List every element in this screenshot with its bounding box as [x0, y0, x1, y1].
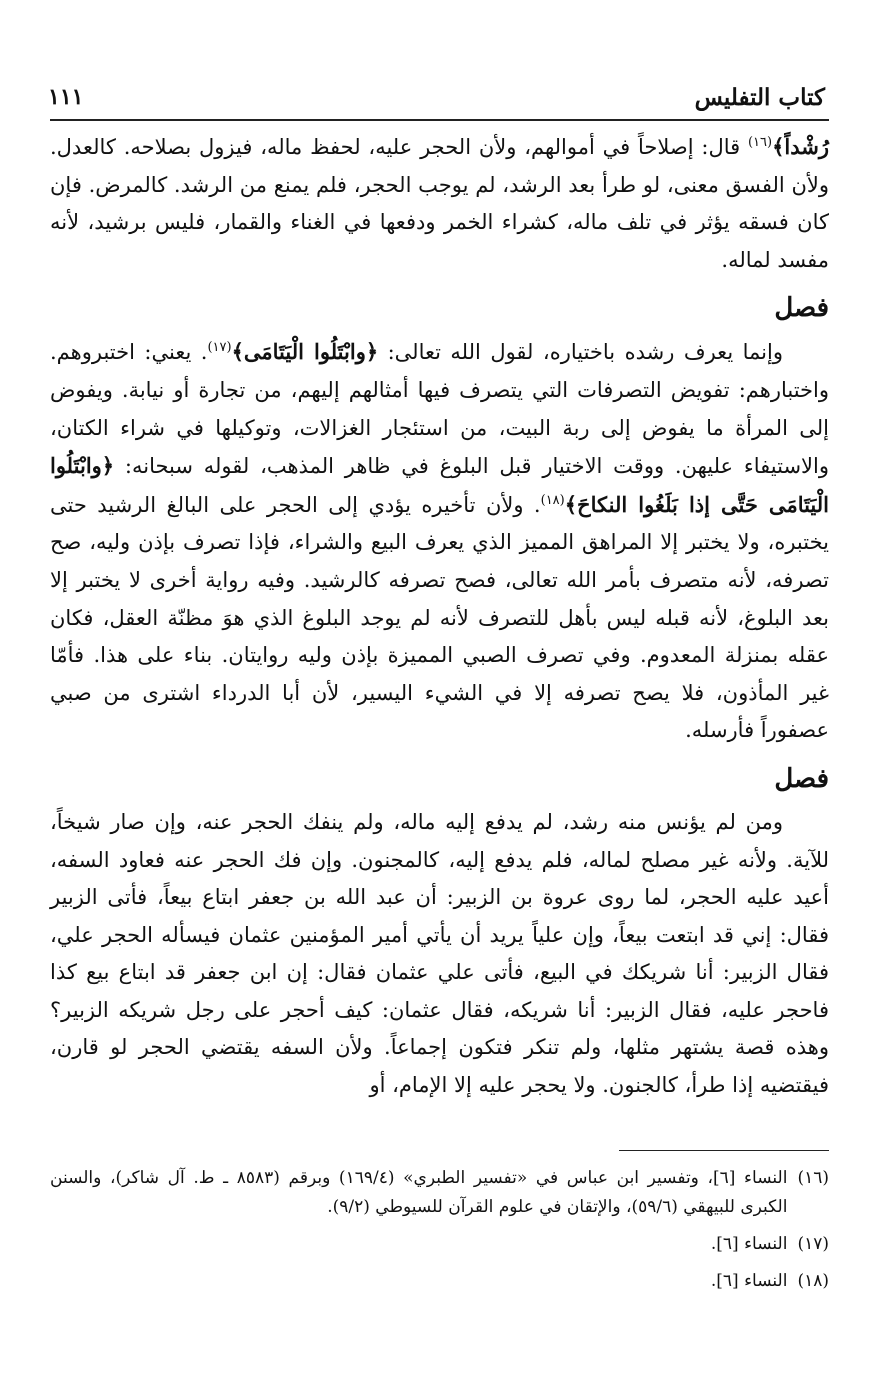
footnote-17	[50, 1230, 829, 1259]
page-number: ١١١	[48, 84, 84, 110]
paragraph-1	[50, 128, 829, 279]
page-header	[48, 80, 825, 116]
footnote-text: النساء [٦]، وتفسير ابن عباس في «تفسير الطبري» (١٦٩/٤) وبرقم (٨٥٨٣ ـ ط. آل شاكر)، والسنن الكبرى للبيهقي (٥٩/٦)، والإتقان في علوم القرآن للسيوطي (٩/٢).	[50, 1168, 788, 1217]
running-title: كتاب التفليس	[694, 84, 825, 111]
quran-quote: رُشْداً﴾	[772, 134, 829, 159]
footnote-ref-18: (١٨)	[540, 492, 565, 508]
footnote-number: (١٦)	[797, 1168, 829, 1188]
footnotes	[50, 1164, 829, 1304]
header-divider	[50, 119, 829, 121]
footnote-ref-16: (١٦)	[747, 135, 773, 150]
footnote-number: (١٧)	[797, 1234, 829, 1254]
paragraph-2	[50, 333, 829, 750]
paragraph-2-text-c: . ولأن تأخيره يؤدي إلى الحجر على البالغ الرشيد حتى يختبره، ولا يختبر إلا المراهق المميز الذي يعرف البيع والشراء، فإذا تصرف بإذن وليه، صح تصرفه، لأنه متصرف بأمر الله تعالى، فصح تصرفه كالرشيد. وفيه رواية أخرى لا يختبر إلا بعد البلوغ، لأنه قبله ليس بأهل للتصرف لأنه لم يوجد البلوغ الذي هوَ مظنّة العقل، فكان عقله بمنزلة المعدوم. وفي تصرف الصبي المميزة بإذن وليه روايتان. بناء على هذا. فأمّا غير المأذون، فلا يصح تصرفه إلا في الشيء اليسير، لأن أبا الدرداء اشترى من صبي عصفوراً فأرسله.	[50, 492, 829, 743]
footnote-18	[50, 1267, 829, 1296]
footnote-ref-17: (١٧)	[207, 340, 232, 356]
paragraph-2-text-b: . يعني: اختبروهم. واختبارهم: تفويض التصرفات التي يتصرف فيها أمثالهم إليهم، من تجارة أو نيابة. ويفوض إلى المرأة ما يفوض إلى ربة البيت، من استئجار الغزالات، وتوكيلها في شراء الكتان، والاستيفاء عليهن. ووقت الاختيار قبل البلوغ في ظاهر المذهب، لقوله سبحانه:	[50, 340, 829, 479]
footnote-16	[50, 1164, 829, 1222]
footnote-number: (١٨)	[797, 1271, 829, 1291]
quran-quote: ﴿وابْتَلُوا الْيَتَامَى حَتَّى إذا بَلَغُوا النكاحَ﴾	[50, 453, 829, 517]
section-heading-1: فصل	[774, 293, 829, 324]
paragraph-2-text-a: وإنما يعرف رشده باختياره، لقول الله تعالى:	[378, 340, 783, 365]
main-text	[50, 128, 829, 1105]
paragraph-1-text: قال: إصلاحاً في أموالهم، ولأن الحجر عليه، لحفظ ماله، فيزول بصلاحه. كالعدل. ولأن الفسق معنى، لو طرأ بعد الرشد، لم يوجب الحجر، فلم يمنع من الرشد. كالمرض. فإن كان فسقه يؤثر في تلف ماله، كشراء الخمر ودفعها في الغناء والقمار، فليس برشيد، لأنه مفسد لماله.	[50, 135, 829, 272]
paragraph-3: ومن لم يؤنس منه رشد، لم يدفع إليه ماله، ولم ينفك الحجر عنه، وإن صار شيخاً، للآية. ولأنه غير مصلح لماله، فلم يدفع إليه، كالمجنون. وإن فك الحجر عنه فعاود السفه، أعيد عليه الحجر، لما روى عروة بن الزبير: أن عبد الله بن جعفر ابتاع بيعاً، فأتى الزبير فقال: إني قد ابتعت بيعاً، وإن علياً يريد أن يأتي أمير المؤمنين عثمان فيسأله الحجر علي، فقال الزبير: أنا شريكك في البيع، فأتى علي عثمان فقال: إن ابن جعفر قد ابتاع بيع كذا فاحجر عليه، فقال الزبير: أنا شريكه، فقال عثمان: كيف أحجر على رجل شريكه الزبير؟ وهذه قصة يشتهر مثلها، ولم تنكر فتكون إجماعاً. ولأن السفه يقتضي الحجر لو قارن، فيقتضيه إذا طرأ، كالجنون. ولا يحجر عليه إلا الإمام، أو	[50, 809, 829, 1098]
footnote-text: النساء [٦].	[710, 1271, 788, 1291]
section-heading-2: فصل	[774, 763, 829, 794]
footnote-divider	[619, 1150, 829, 1151]
quran-quote: ﴿وابْتَلُوا الْيَتَامَى﴾	[231, 339, 379, 365]
footnote-text: النساء [٦].	[710, 1234, 788, 1254]
